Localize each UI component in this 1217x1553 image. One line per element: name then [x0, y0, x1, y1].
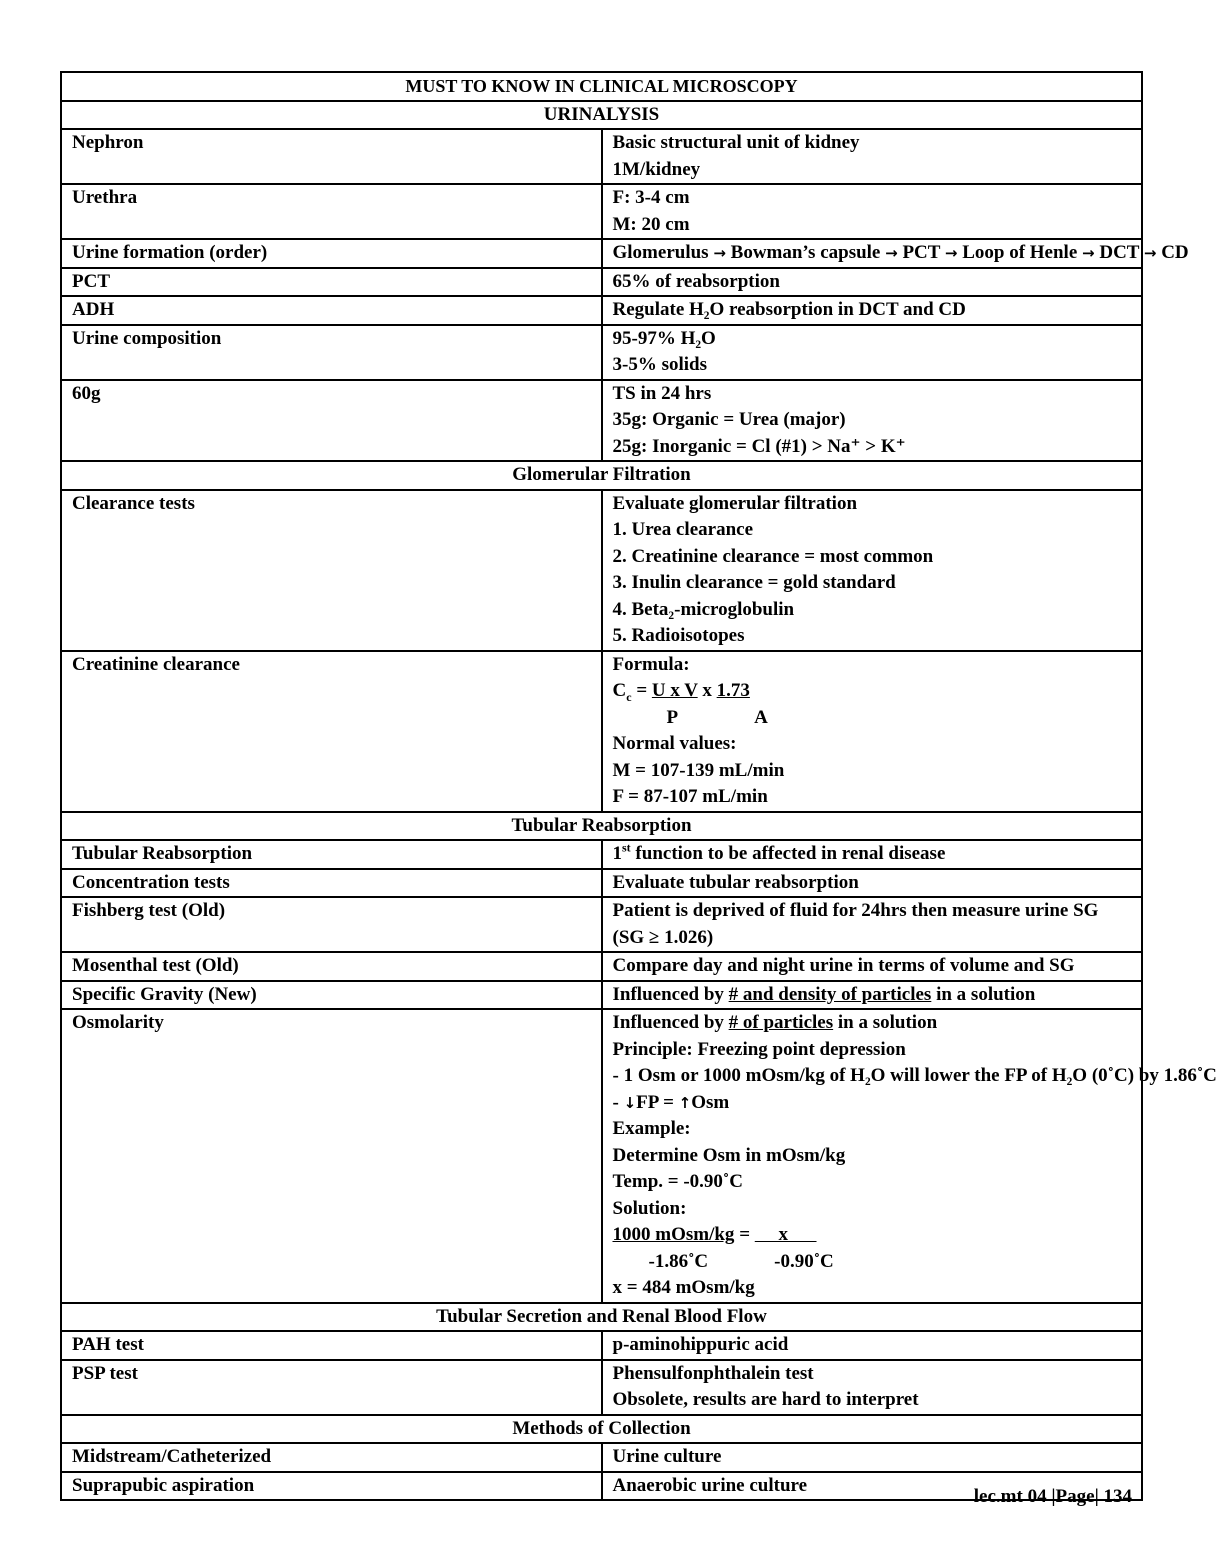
value-line: Determine Osm in mOsm/kg: [612, 1144, 846, 1166]
clinical-microscopy-table: [60, 71, 1217, 1501]
row-key: Osmolarity: [61, 1009, 602, 1303]
value-line: 1st function to be affected in renal disease: [612, 840, 946, 864]
creatinine-formula: $C_c = U$ x V x 1.73: [612, 680, 750, 704]
value-line: 95-97% H₂O: [612, 327, 716, 349]
row-key: PAH test: [61, 1331, 602, 1360]
value-line: 1M/kidney: [612, 158, 701, 180]
section-heading: Methods of Collection: [61, 1415, 1142, 1444]
value-line: M = 107-139 mL/min: [612, 759, 785, 781]
row-value: [602, 268, 1143, 297]
row-value: [602, 1331, 1143, 1360]
row-key: Creatinine clearance: [61, 651, 602, 812]
table-row: [61, 325, 1142, 380]
table-row: [61, 490, 1142, 651]
value-line: Principle: Freezing point depression: [612, 1038, 906, 1060]
row-key: Clearance tests: [61, 490, 602, 651]
section-heading-row: [61, 1415, 1142, 1444]
value-line: 5. Radioisotopes: [612, 625, 745, 646]
value-line: 3-5% solids: [612, 354, 707, 375]
value-line: 2. Creatinine clearance = most common: [612, 545, 934, 567]
value-line: 35g: Organic = Urea (major): [612, 409, 846, 430]
table-row: [61, 380, 1142, 462]
value-line: Influenced by # and density of particles in a solution: [612, 983, 1036, 1005]
table-row: [61, 1360, 1142, 1415]
section-heading-row: [61, 1303, 1142, 1332]
value-line: Normal values:: [612, 733, 737, 754]
row-key: ADH: [61, 296, 602, 325]
value-line: Basic structural unit of kidney: [612, 132, 860, 153]
row-key: PCT: [61, 268, 602, 297]
value-line: Influenced by # of particles in a solution: [612, 1012, 938, 1033]
row-key: Concentration tests: [61, 869, 602, 898]
osm-equation: 1000 mOsm/kg = x: [612, 1224, 817, 1245]
row-value: [602, 239, 1189, 268]
row-key: Urine formation (order): [61, 239, 602, 268]
osm-equation-denominators: -1.86˚C -0.90˚C: [648, 1250, 834, 1272]
table-row: [61, 869, 1142, 898]
table-row: [61, 897, 1142, 952]
row-value: [602, 129, 1143, 184]
table-row: [61, 840, 1142, 869]
row-value: [602, 296, 1143, 325]
footer-separator: |: [1051, 1486, 1056, 1507]
table-row: [61, 1331, 1142, 1360]
footer-page-label: Page: [1055, 1486, 1095, 1507]
value-line: (SG ≥ 1.026): [612, 926, 714, 948]
table-row: [61, 268, 1142, 297]
row-value: [602, 325, 1143, 380]
section-heading-row: [61, 812, 1142, 841]
section-heading: URINALYSIS: [61, 101, 1142, 130]
value-line: Obsolete, results are hard to interpret: [612, 1389, 919, 1410]
value-line: Regulate H₂O reabsorption in DCT and CD: [612, 299, 966, 320]
row-value: [602, 1009, 1217, 1303]
table-row: [61, 129, 1142, 184]
value-line: Glomerulus → Bowman’s capsule → PCT → Loop of Henle → DCT → CD: [612, 242, 1189, 263]
formula-denominator: P A: [666, 706, 768, 728]
section-heading: Glomerular Filtration: [61, 461, 1142, 490]
row-value: [602, 490, 1143, 651]
document-title: MUST TO KNOW IN CLINICAL MICROSCOPY: [61, 72, 1142, 101]
value-line: Evaluate tubular reabsorption: [612, 871, 859, 893]
row-value: [602, 952, 1143, 981]
value-line: Temp. = -0.90˚C: [612, 1171, 743, 1192]
value-line: 1. Urea clearance: [612, 519, 754, 540]
value-line: Urine culture: [612, 1446, 722, 1467]
row-key: Midstream/Catheterized: [61, 1443, 602, 1472]
section-heading-row: [61, 461, 1142, 490]
row-key: Urethra: [61, 184, 602, 239]
value-line: Example:: [612, 1118, 691, 1139]
table-row: [61, 296, 1142, 325]
row-value: [602, 651, 1143, 812]
page-footer: [974, 1486, 1132, 1508]
row-value: [602, 1443, 1143, 1472]
value-line: Patient is deprived of fluid for 24hrs then measure urine SG: [612, 900, 1099, 921]
value-line: Formula:: [612, 653, 690, 675]
table-row: [61, 184, 1142, 239]
row-value: [602, 184, 1143, 239]
value-line: Phensulfonphthalein test: [612, 1362, 814, 1384]
row-key: Nephron: [61, 129, 602, 184]
footer-code: lec.mt 04: [973, 1486, 1047, 1507]
row-key: Urine composition: [61, 325, 602, 380]
value-line: F: 3-4 cm: [612, 187, 690, 208]
row-value: [602, 869, 1143, 898]
table-row: [61, 952, 1142, 981]
value-line: Solution:: [612, 1197, 687, 1219]
table-row: [61, 651, 1142, 812]
value-line: 3. Inulin clearance = gold standard: [612, 572, 896, 593]
table-row: [61, 1443, 1142, 1472]
row-value: [602, 897, 1143, 952]
row-value: [602, 380, 1143, 462]
value-line: Anaerobic urine culture: [612, 1474, 808, 1496]
value-line: TS in 24 hrs: [612, 382, 712, 404]
row-key: Specific Gravity (New): [61, 981, 602, 1010]
section-heading: Tubular Secretion and Renal Blood Flow: [61, 1303, 1142, 1332]
table-row: [61, 1009, 1142, 1303]
row-key: Suprapubic aspiration: [61, 1472, 602, 1501]
table-row: [61, 981, 1142, 1010]
value-line: 4. Beta₂-microglobulin: [612, 598, 795, 620]
value-line: Compare day and night urine in terms of volume and SG: [612, 955, 1075, 976]
row-value: [602, 1360, 1143, 1415]
value-line: 65% of reabsorption: [612, 270, 780, 292]
row-key: Mosenthal test (Old): [61, 952, 602, 981]
row-value: [602, 840, 1143, 869]
value-line: p-aminohippuric acid: [612, 1334, 789, 1355]
value-line: Evaluate glomerular filtration: [612, 492, 858, 514]
value-line: M: 20 cm: [612, 213, 690, 235]
section-heading-row: [61, 101, 1142, 130]
table-title-row: [61, 72, 1142, 101]
value-line: - ↓FP = ↑Osm: [612, 1091, 730, 1113]
row-key: Tubular Reabsorption: [61, 840, 602, 869]
value-line: F = 87-107 mL/min: [612, 786, 768, 807]
row-key: PSP test: [61, 1360, 602, 1415]
section-heading: Tubular Reabsorption: [61, 812, 1142, 841]
value-line: x = 484 mOsm/kg: [612, 1277, 755, 1298]
footer-separator: |: [1094, 1486, 1099, 1507]
table-row: [61, 239, 1142, 268]
row-key: 60g: [61, 380, 602, 462]
row-key: Fishberg test (Old): [61, 897, 602, 952]
row-value: [602, 981, 1143, 1010]
value-line: - 1 Osm or 1000 mOsm/kg of H₂O will lower the FP of H₂O (0˚C) by 1.86˚C: [612, 1065, 1217, 1086]
value-line: 25g: Inorganic = Cl (#1) > Na⁺ > K⁺: [612, 435, 906, 457]
page-number: 134: [1103, 1486, 1132, 1507]
